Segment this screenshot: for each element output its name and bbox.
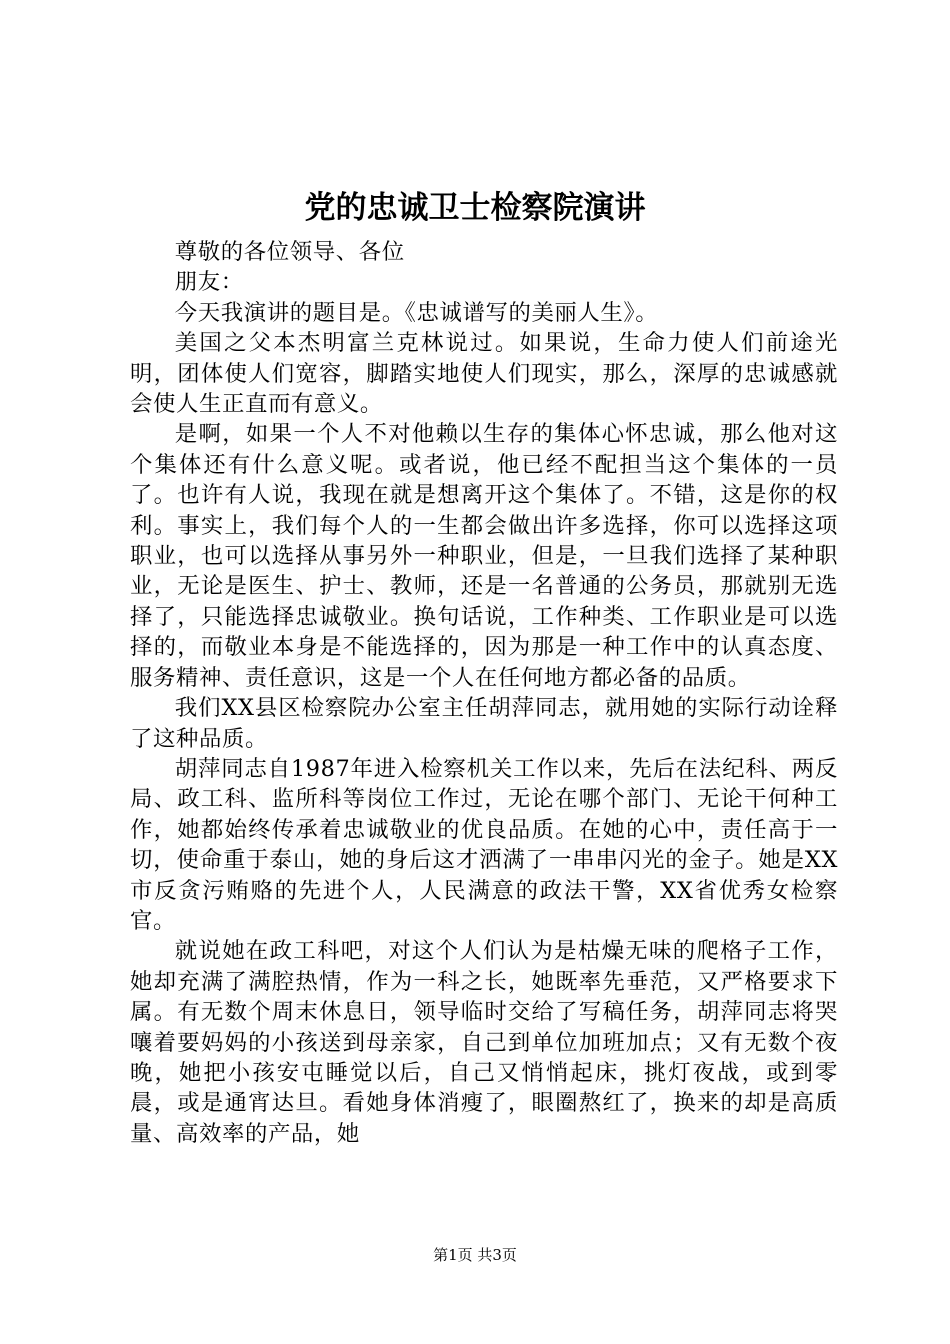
paragraph-4: 我们XX县区检察院办公室主任胡萍同志，就用她的实际行动诠释了这种品质。 [130, 695, 838, 752]
greeting-line-1: 尊敬的各位领导、各位 [174, 239, 405, 265]
document-title: 党的忠诚卫士检察院演讲 [304, 190, 646, 226]
document-body [130, 237, 838, 1149]
paragraph-3: 是啊，如果一个人不对他赖以生存的集体心怀忠诚，那么他对这个集体还有什么意义呢。或者说，他已经不配担当这个集体的一员了。也许有人说，我现在就是想离开这个集体了。不错，这是你的权利。事实上，我们每个人的一生都会做出许多选择，你可以选择这项职业，也可以选择从事另外一种职业，但是，一旦我们选择了某种职业，无论是医生、护士、教师，还是一名普通的公务员，那就别无选择了，只能选择忠诚敬业。换句话说，工作种类、工作职业是可以选择的，而敬业本身是不能选择的，因为那是一种工作中的认真态度、服务精神、责任意识，这是一个人在任何地方都必备的品质。 [130, 421, 838, 691]
paragraph-5: 胡萍同志自1987年进入检察机关工作以来，先后在法纪科、两反局、政工科、监所科等岗位工作过，无论在哪个部门、无论干何种工作，她都始终传承着忠诚敬业的优良品质。在她的心中，责任高于一切，使命重于泰山，她的身后这才洒满了一串串闪光的金子。她是XX市反贪污贿赂的先进个人，人民满意的政法干警，XX省优秀女检察官。 [130, 755, 838, 934]
paragraph-1: 今天我演讲的题目是。《忠诚谱写的美丽人生》。 [174, 299, 659, 326]
paragraph-6: 就说她在政工科吧，对这个人们认为是枯燥无味的爬格子工作，她却充满了满腔热情，作为一科之长，她既率先垂范，又严格要求下属。有无数个周末休息日，领导临时交给了写稿任务，胡萍同志将哭嚷着要妈妈的小孩送到母亲家，自己到单位加班加点；又有无数个夜晚，她把小孩安屯睡觉以后，自己又悄悄起床，挑灯夜战，或到零晨，或是通宵达旦。看她身体消瘦了，眼圈熬红了，换来的却是高质量、高效率的产品，她 [130, 938, 838, 1147]
page-footer: 第1页 共3页 [433, 1246, 517, 1264]
paragraph-2: 美国之父本杰明富兰克林说过。如果说，生命力使人们前途光明，团体使人们宽容，脚踏实地使人们现实，那么，深厚的忠诚感就会使人生正直而有意义。 [130, 330, 838, 418]
greeting-line-2: 朋友： [174, 269, 244, 296]
